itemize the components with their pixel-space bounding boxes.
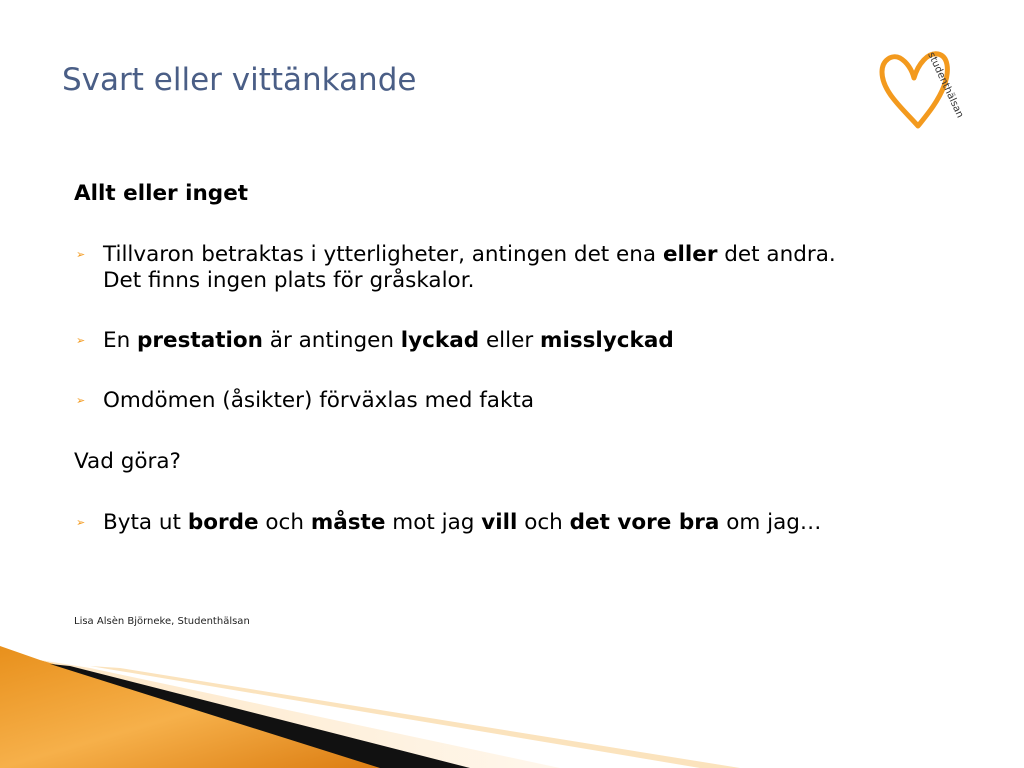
- slide-title: Svart eller vittänkande: [62, 62, 417, 98]
- svg-text:studenthälsan: studenthälsan: [925, 50, 966, 120]
- heading-vad-gora: Vad göra?: [74, 449, 181, 474]
- footer-author: Lisa Alsèn Björneke, Studenthälsan: [74, 616, 250, 627]
- decorative-swoosh: [0, 640, 1024, 768]
- heart-logo-icon: [874, 40, 966, 132]
- bullet-text: Tillvaron betraktas i ytterligheter, antingen det ena eller det andra. Det finns ingen plats för gråskalor.: [103, 242, 836, 293]
- arrow-bullet-icon: ➢: [76, 394, 86, 407]
- bullet-text: Omdömen (åsikter) förväxlas med fakta: [103, 388, 535, 413]
- heading-allt-eller-inget: Allt eller inget: [74, 181, 249, 206]
- arrow-bullet-icon: ➢: [76, 516, 86, 529]
- bullet-text: Byta ut borde och måste mot jag vill och det vore bra om jag…: [103, 510, 822, 535]
- arrow-bullet-icon: ➢: [76, 248, 86, 261]
- arrow-bullet-icon: ➢: [76, 334, 86, 347]
- bullet-text: En prestation är antingen lyckad eller misslyckad: [103, 328, 674, 353]
